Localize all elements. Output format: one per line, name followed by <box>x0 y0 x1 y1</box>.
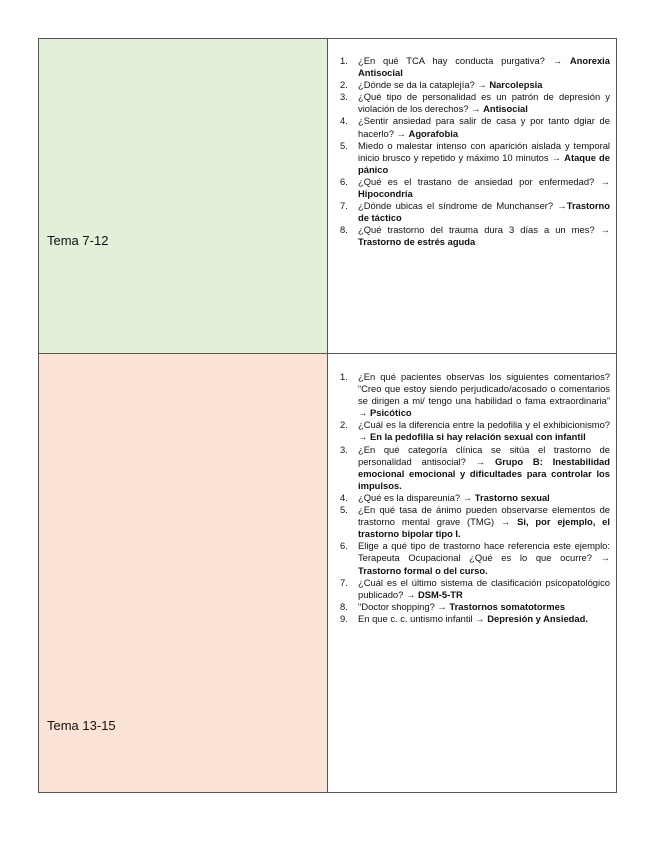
question-item <box>328 115 616 139</box>
question-text: ¿Dónde ubicas el síndrome de Munchanser? → <box>358 200 567 212</box>
answer-text: Grupo B: Inestabilidad emocional emocional y dificultades para controlar los impulsos. <box>358 455 610 491</box>
answer-text: Agorafobia <box>408 127 459 139</box>
tema-7-12-label: Tema 7-12 <box>47 233 109 248</box>
question-number: 7. <box>340 200 348 212</box>
question-item <box>328 444 616 492</box>
question-item <box>328 371 616 419</box>
question-text: ¿En qué categoría clínica se sitúa el trastorno de personalidad antisocial? → <box>358 443 610 467</box>
answer-text: Hipocondría <box>358 188 413 200</box>
answer-text: Psicótico <box>369 407 412 419</box>
question-item <box>328 79 616 91</box>
question-item <box>328 504 616 540</box>
question-text: ¿En qué pacientes observas los siguientes comentarios? “Creo que estoy siendo perjudicado/acosado o comentarios se dirigen a mi/ tengo una habilidad o fama extraordinaria” → <box>358 371 610 419</box>
question-text: Miedo o malestar intenso con aparición aislada y temporal inicio brusco y repetido y máximo 10 minutos → <box>358 139 610 163</box>
question-number: 5. <box>340 504 348 516</box>
question-text: ¿Dónde se da la cataplejía? → <box>358 79 490 91</box>
question-number: 6. <box>340 175 348 187</box>
question-item <box>328 601 616 613</box>
question-number: 9. <box>340 612 348 624</box>
table-row-tema-7-12 <box>39 39 617 354</box>
tema-7-12-questions-cell <box>328 39 617 354</box>
tema-7-12-cell <box>39 39 328 354</box>
question-item <box>328 577 616 601</box>
question-number: 6. <box>340 540 348 552</box>
question-text: ¿Qué es la dispareunia? → <box>358 491 475 503</box>
question-text: ¿Cuál es la diferencia entre la pedofilia y el exhibicionismo? → <box>358 419 610 443</box>
question-number: 8. <box>340 600 348 612</box>
answer-text: Trastornos somatotormes <box>449 600 566 612</box>
question-number: 3. <box>340 443 348 455</box>
tema-13-15-questions-cell <box>328 354 617 793</box>
question-number: 1. <box>340 371 348 382</box>
question-text: ¿En qué TCA hay conducta purgativa? → <box>358 55 570 66</box>
question-item <box>328 540 616 576</box>
question-number: 7. <box>340 576 348 588</box>
question-text: ¿En qué tasa de ánimo pueden observarse elementos de trastorno mental grave (TMG) → <box>358 504 610 528</box>
tema-13-15-cell <box>39 354 328 793</box>
answer-text: Si, por ejemplo, el trastorno bipolar tipo I. <box>358 516 610 540</box>
answer-text: Trastorno formal o del curso. <box>358 564 488 576</box>
answer-text: Depresión y Ansiedad. <box>487 612 588 624</box>
answer-text: Ataque de pánico <box>358 151 610 175</box>
answer-text: Trastorno sexual <box>474 491 550 503</box>
question-text: ¿Cuál es el último sistema de clasificación psicopatológico publicado? → <box>358 576 610 600</box>
question-text: En que c. c. untismo infantil → <box>358 612 488 624</box>
answer-text: En la pedofilia si hay relación sexual con infantil <box>369 431 586 443</box>
question-number: 4. <box>340 491 348 503</box>
answer-text: Antisocial <box>483 103 528 115</box>
question-text: "Doctor shopping? → <box>358 600 450 612</box>
question-text: ¿Qué es el trastano de ansiedad por enfermedad? → <box>358 175 610 187</box>
question-item <box>328 492 616 504</box>
answer-text: Trastorno de estrés aguda <box>358 236 476 248</box>
question-text: ¿Sentir ansiedad para salir de casa y por tanto dgiar de hacerlo? → <box>358 115 610 139</box>
question-number: 2. <box>340 79 348 91</box>
question-item <box>328 91 616 115</box>
tema-13-15-question-list <box>328 354 616 625</box>
question-item <box>328 224 616 248</box>
question-number: 5. <box>340 139 348 151</box>
question-item <box>328 419 616 443</box>
question-number: 4. <box>340 115 348 127</box>
question-number: 1. <box>340 55 348 66</box>
answer-text: Trastorno de táctico <box>358 200 610 224</box>
question-text: ¿Qué trastorno del trauma dura 3 días a un mes? → <box>358 224 610 236</box>
question-item <box>328 613 616 625</box>
question-number: 2. <box>340 419 348 431</box>
question-number: 3. <box>340 91 348 103</box>
tema-13-15-label: Tema 13-15 <box>47 718 116 733</box>
question-item <box>328 140 616 176</box>
question-item <box>328 176 616 200</box>
answer-text: DSM-5-TR <box>417 588 463 600</box>
answer-text: Narcolepsia <box>489 79 543 91</box>
table-row-tema-13-15 <box>39 354 617 793</box>
answer-text: Anorexia Antisocial <box>358 55 610 79</box>
question-text: Elige a qué tipo de trastorno hace referencia este ejemplo: Terapeuta Ocupacional ¿Qué es lo que ocurre? → <box>358 540 610 564</box>
question-number: 8. <box>340 224 348 236</box>
questions-table <box>38 38 617 793</box>
question-item <box>328 200 616 224</box>
question-text: ¿Qué tipo de personalidad es un patrón de depresión y violación de los derechos? → <box>358 91 610 115</box>
question-item <box>328 55 616 79</box>
tema-7-12-question-list <box>328 39 616 249</box>
